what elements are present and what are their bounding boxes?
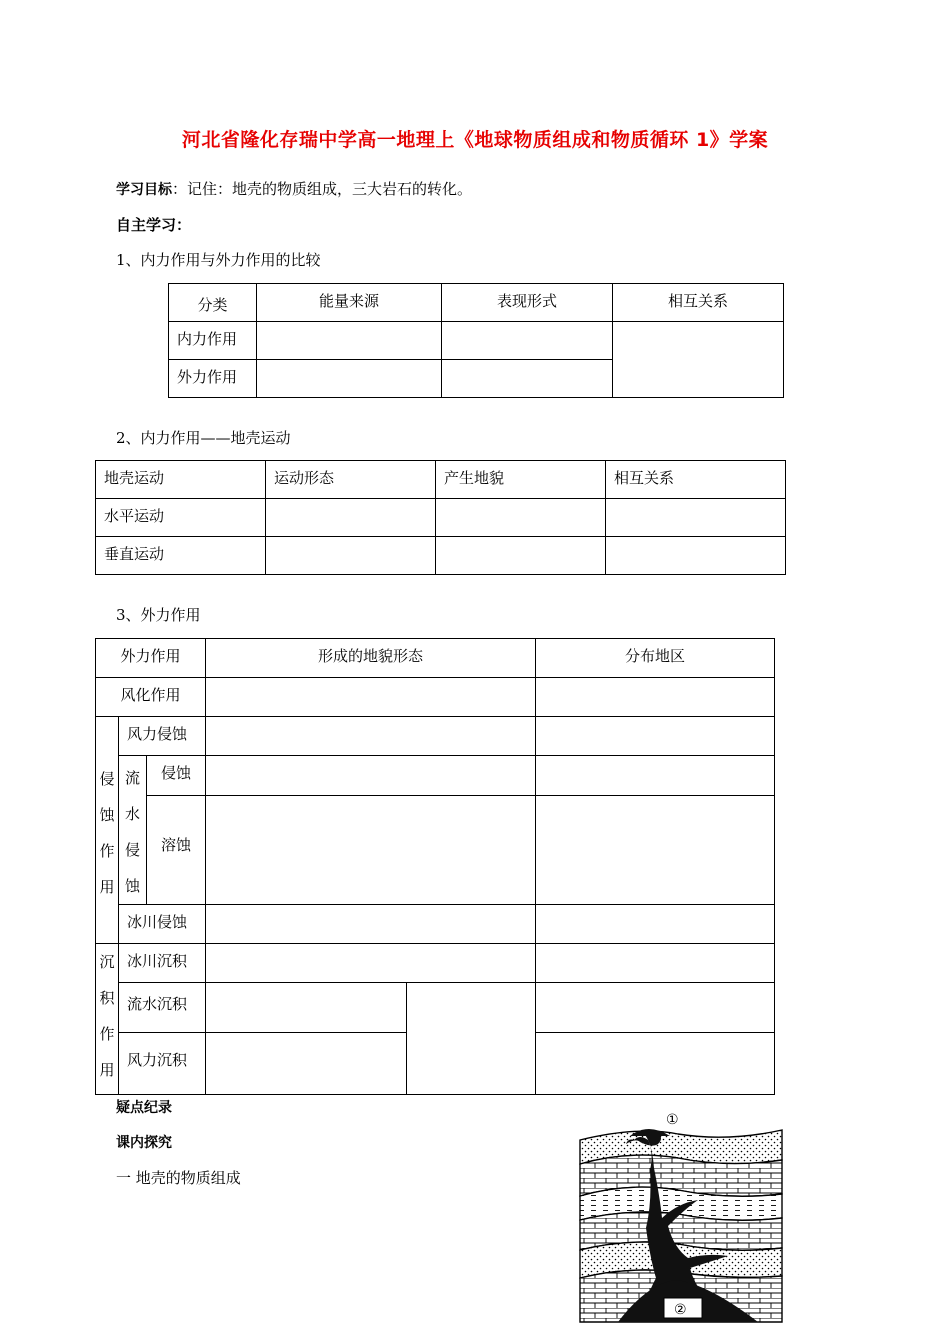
- erosion-char: 用: [99, 878, 115, 896]
- page-title: 河北省隆化存瑞中学高一地理上《地球物质组成和物质循环 1》学案: [181, 129, 769, 151]
- header-manifestation: 表现形式: [442, 284, 613, 322]
- cell-blank: [536, 905, 775, 944]
- header-energy-source: 能量来源: [257, 284, 442, 322]
- cell-blank: [536, 983, 775, 1033]
- water-char: 侵: [124, 841, 140, 859]
- water-char: 水: [124, 805, 140, 823]
- crustal-movement-table: [95, 460, 786, 575]
- deposition-char: 作: [99, 1025, 115, 1043]
- header-external-force: 外力作用: [96, 639, 206, 678]
- cell-blank: [257, 322, 442, 360]
- cell-blank: [266, 499, 436, 537]
- cell-blank: [206, 795, 536, 904]
- cell-blank: [436, 537, 606, 575]
- header-category: 分类: [169, 284, 257, 322]
- deposition-char: 积: [99, 989, 115, 1007]
- cell-blank: [206, 983, 407, 1033]
- erosion-group-label: [96, 717, 119, 944]
- header-relationship: 相互关系: [606, 461, 786, 499]
- self-study-heading: 自主学习：: [116, 216, 192, 234]
- figure-label-1: ①: [666, 1112, 679, 1128]
- deposition-char: 沉: [99, 953, 115, 971]
- erosion-char: 侵: [99, 770, 115, 788]
- cell-blank: [206, 1033, 407, 1095]
- cell-blank: [536, 678, 775, 717]
- rock-strata-figure: [578, 1108, 784, 1324]
- learning-goal-text: ：记住：地壳的物质组成，三大岩石的转化。: [172, 180, 473, 198]
- row-glacier-deposition: 冰川沉积: [119, 944, 206, 983]
- row-glacier-erosion: 冰川侵蚀: [119, 905, 206, 944]
- section1-heading: 1、内力作用与外力作用的比较: [116, 251, 321, 269]
- cell-blank: [606, 537, 786, 575]
- deposition-group-label: [96, 944, 119, 1095]
- header-landform-shape: 形成的地貌形态: [206, 639, 536, 678]
- row-water-deposition: 流水沉积: [119, 983, 206, 1033]
- row-vertical-movement: 垂直运动: [96, 537, 266, 575]
- figure-label-2: ②: [674, 1302, 687, 1318]
- class-explore-heading: 课内探究: [116, 1135, 172, 1151]
- cell-blank: [613, 322, 784, 398]
- cell-blank: [206, 944, 536, 983]
- cell-blank: [442, 360, 613, 398]
- row-dissolution: 溶蚀: [147, 795, 206, 904]
- cell-blank: [536, 1033, 775, 1095]
- cell-blank: [442, 322, 613, 360]
- force-comparison-table: [168, 283, 784, 398]
- external-force-table: [95, 638, 775, 1095]
- cell-blank: [536, 944, 775, 983]
- water-char: 流: [124, 769, 140, 787]
- cell-blank: [206, 717, 536, 756]
- header-movement-form: 运动形态: [266, 461, 436, 499]
- row-weathering: 风化作用: [96, 678, 206, 717]
- part1-heading: 一 地壳的物质组成: [116, 1169, 241, 1187]
- cell-blank: [407, 983, 536, 1095]
- row-horizontal-movement: 水平运动: [96, 499, 266, 537]
- cell-blank: [436, 499, 606, 537]
- water-char: 蚀: [124, 877, 140, 895]
- cell-blank: [266, 537, 436, 575]
- cell-blank: [206, 905, 536, 944]
- header-distribution: 分布地区: [536, 639, 775, 678]
- header-relationship: 相互关系: [613, 284, 784, 322]
- section2-heading: 2、内力作用——地壳运动: [116, 429, 291, 447]
- row-wind-deposition: 风力沉积: [119, 1033, 206, 1095]
- learning-goal-label: 学习目标: [116, 182, 172, 198]
- cell-blank: [206, 756, 536, 796]
- row-internal-force: 内力作用: [169, 322, 257, 360]
- doubts-heading: 疑点纪录: [116, 1100, 172, 1116]
- erosion-char: 蚀: [99, 806, 115, 824]
- cell-blank: [606, 499, 786, 537]
- row-external-force: 外力作用: [169, 360, 257, 398]
- deposition-char: 用: [99, 1061, 115, 1079]
- row-water-erosion: 侵蚀: [147, 756, 206, 796]
- erosion-char: 作: [99, 842, 115, 860]
- cell-blank: [536, 756, 775, 796]
- row-wind-erosion: 风力侵蚀: [119, 717, 206, 756]
- cell-blank: [536, 795, 775, 904]
- header-crustal-movement: 地壳运动: [96, 461, 266, 499]
- water-erosion-group-label: [119, 756, 147, 905]
- learning-goal: [116, 178, 472, 199]
- header-landform: 产生地貌: [436, 461, 606, 499]
- cell-blank: [206, 678, 536, 717]
- cell-blank: [536, 717, 775, 756]
- section3-heading: 3、外力作用: [116, 606, 201, 624]
- cell-blank: [257, 360, 442, 398]
